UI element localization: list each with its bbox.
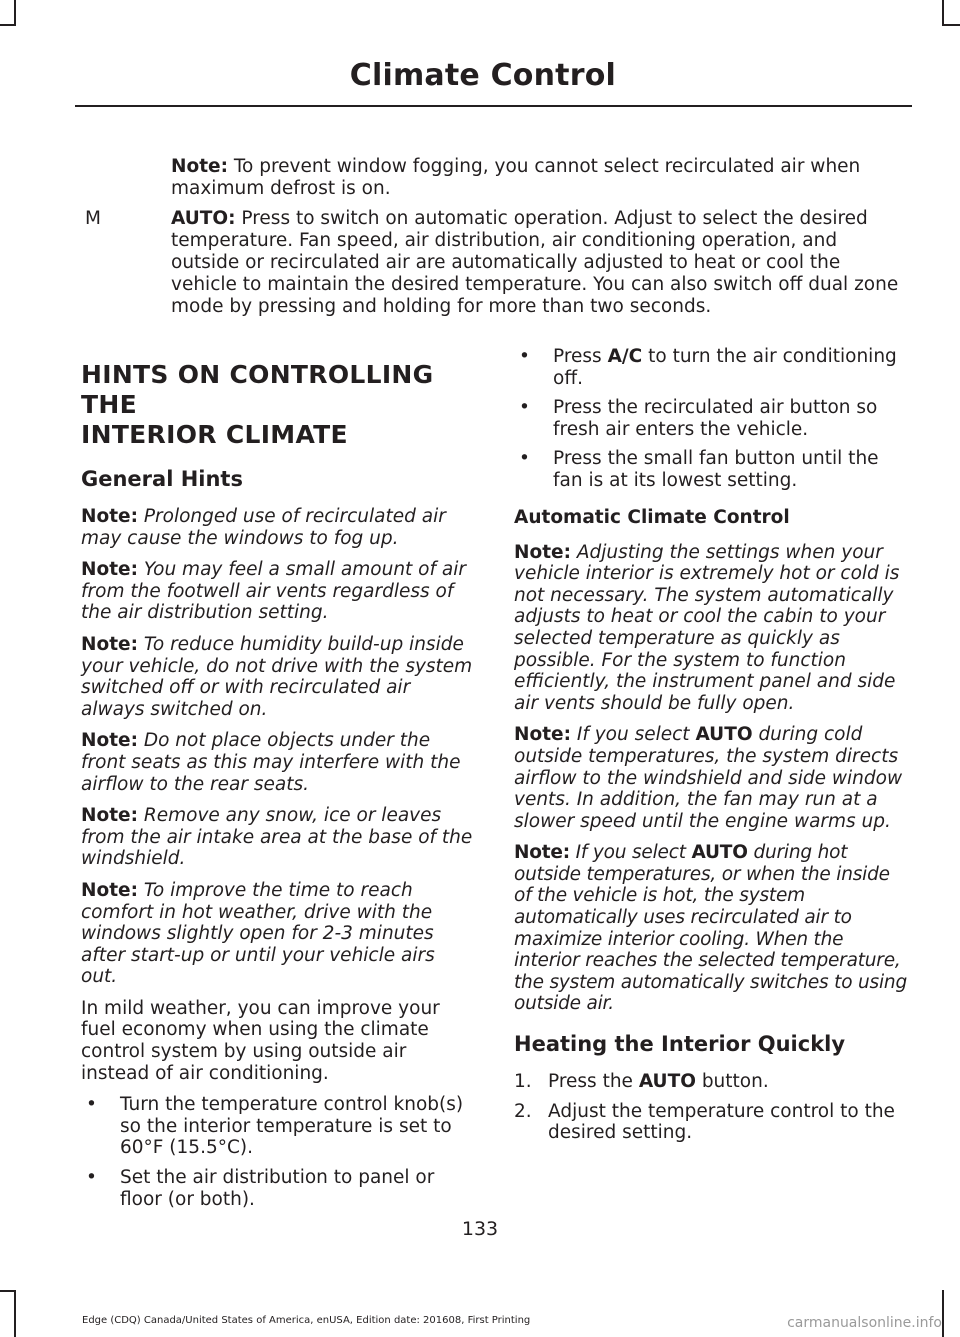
- ac-label: A/C: [607, 346, 643, 367]
- list-item: [514, 1101, 908, 1144]
- heading-line-2: INTERIOR CLIMATE: [81, 420, 348, 449]
- note-text: To prevent window fogging, you cannot select recirculated air when maximum defrost is on.: [171, 156, 861, 199]
- hint-note: [81, 559, 475, 624]
- note-label: Note:: [81, 633, 138, 655]
- list-item-text: [553, 346, 908, 389]
- note-label: Note:: [81, 506, 138, 527]
- list-item: [81, 1167, 475, 1210]
- automatic-climate-heading: Automatic Climate Control: [514, 506, 790, 528]
- defrost-note: [85, 156, 911, 200]
- bullet-list: [514, 346, 908, 492]
- text-run: button.: [695, 1071, 769, 1093]
- list-item-text: Set the air distribution to panel or floor (or both).: [120, 1167, 435, 1210]
- crop-mark: [14, 0, 16, 26]
- crop-mark: [942, 1290, 944, 1337]
- hint-note: [81, 805, 475, 870]
- note-label: Note:: [81, 879, 138, 901]
- item-label: AUTO:: [171, 208, 236, 229]
- note-text: during hot outside temperatures, or when the inside of the vehicle is hot, the system automatically uses recirculated air to maximize interior cooling. When the interior reaches the selected temperature, the system automatically switches to using outside air.: [514, 842, 907, 1015]
- steps-list: [514, 1071, 908, 1144]
- step-number: 2.: [514, 1100, 532, 1122]
- text-run: Press: [553, 346, 608, 367]
- bullet-list: [81, 1094, 475, 1210]
- note-label: Note:: [514, 541, 571, 563]
- note-text: during cold outside temperatures, the system directs airflow to the windshield and side window vents. In addition, the fan may run at a slower speed until the engine warms up.: [514, 724, 903, 832]
- crop-mark: [942, 0, 944, 26]
- text-run: Press the: [548, 1071, 639, 1093]
- list-item: [514, 1071, 908, 1093]
- section-heading: [81, 360, 475, 450]
- note-text: Do not place objects under the front seats as this may interfere with the airflow to the rear seats.: [81, 730, 461, 795]
- left-column: [81, 360, 475, 1220]
- auto-note: [514, 842, 908, 1015]
- note-text: Remove any snow, ice or leaves from the air intake area at the base of the windshield.: [81, 805, 473, 870]
- note-label: Note:: [81, 559, 138, 581]
- list-item-text: Turn the temperature control knob(s) so the interior temperature is set to 60°F (15.5°C).: [120, 1094, 464, 1159]
- text-run: to turn the air conditioning off.: [553, 346, 897, 389]
- hint-note: [81, 634, 475, 720]
- auto-label: AUTO: [691, 842, 748, 864]
- crop-mark: [14, 1290, 16, 1337]
- list-item-text: Adjust the temperature control to the desired setting.: [548, 1100, 895, 1144]
- bullet-marker: •: [519, 397, 530, 419]
- crop-mark: [0, 1290, 16, 1292]
- header-rule: [75, 105, 912, 107]
- bullet-marker: •: [86, 1094, 97, 1116]
- list-item: [514, 397, 908, 440]
- crop-mark: [0, 24, 16, 26]
- note-text: If you select: [570, 724, 696, 746]
- top-section: [85, 156, 911, 318]
- list-item-text: [548, 1071, 769, 1093]
- list-item-text: Press the small fan button until the fan is at its lowest setting.: [553, 448, 879, 491]
- note-text: If you select: [569, 842, 692, 864]
- right-column: [514, 346, 908, 1152]
- bullet-marker: •: [519, 346, 530, 367]
- watermark: carmanualsonline.info: [787, 1315, 942, 1331]
- hint-note: [81, 730, 475, 795]
- note-label: Note:: [171, 156, 228, 177]
- note-text: Prolonged use of recirculated air may cause the windows to fog up.: [81, 506, 446, 549]
- note-label: Note:: [514, 842, 570, 864]
- step-number: 1.: [514, 1071, 532, 1093]
- auto-note: [514, 724, 908, 832]
- item-text: Press to switch on automatic operation. Adjust to select the desired temperature. Fan speed, air distribution, air conditioning operation, and outside or recirculated air are automatically adjusted to heat or cool the vehicle to maintain the desired temperature. You can also switch off dual zone mode by pressing and holding for more than two seconds.: [171, 208, 899, 317]
- item-code: M: [85, 208, 101, 229]
- note-text: To reduce humidity build-up inside your vehicle, do not drive with the system switched off or with recirculated air always switched on.: [81, 633, 473, 720]
- list-item-text: Press the recirculated air button so fresh air enters the vehicle.: [553, 397, 878, 440]
- auto-label: AUTO: [638, 1071, 696, 1093]
- heating-heading: Heating the Interior Quickly: [514, 1032, 846, 1057]
- fuel-economy-paragraph: In mild weather, you can improve your fuel economy when using the climate control system by using outside air instead of air conditioning.: [81, 997, 440, 1084]
- list-item: [514, 346, 908, 389]
- list-item: [81, 1094, 475, 1159]
- note-label: Note:: [81, 730, 138, 752]
- page-number: 133: [461, 1218, 499, 1240]
- general-hints-heading: General Hints: [81, 467, 243, 491]
- note-text: To improve the time to reach comfort in hot weather, drive with the windows slightly open for 2-3 minutes after start-up or until your vehicle airs out.: [81, 879, 435, 988]
- hint-note: [81, 880, 475, 988]
- bullet-marker: •: [519, 448, 530, 470]
- edition-footer: Edge (CDQ) Canada/United States of America, enUSA, Edition date: 201608, First Printing: [82, 1315, 531, 1326]
- hint-note: [81, 506, 475, 549]
- list-item: [514, 448, 908, 491]
- crop-mark: [942, 24, 960, 26]
- note-text: You may feel a small amount of air from the footwell air vents regardless of the air distribution setting.: [81, 559, 466, 624]
- note-label: Note:: [81, 805, 138, 827]
- note-text: Adjusting the settings when your vehicle interior is extremely hot or cold is not necessary. The system automatically adjusts to heat or cool the cabin to your selected temperature as quickly as possible. For the system to function efficiently, the instrument panel and side air vents should be fully open.: [514, 541, 900, 714]
- note-label: Note:: [514, 724, 571, 746]
- item-description: [171, 208, 911, 318]
- auto-label: AUTO: [695, 724, 753, 746]
- auto-item: [85, 208, 911, 318]
- auto-note: [514, 542, 908, 715]
- heading-line-1: HINTS ON CONTROLLING THE: [81, 360, 434, 419]
- bullet-marker: •: [86, 1167, 97, 1189]
- page-header-title: Climate Control: [349, 58, 616, 93]
